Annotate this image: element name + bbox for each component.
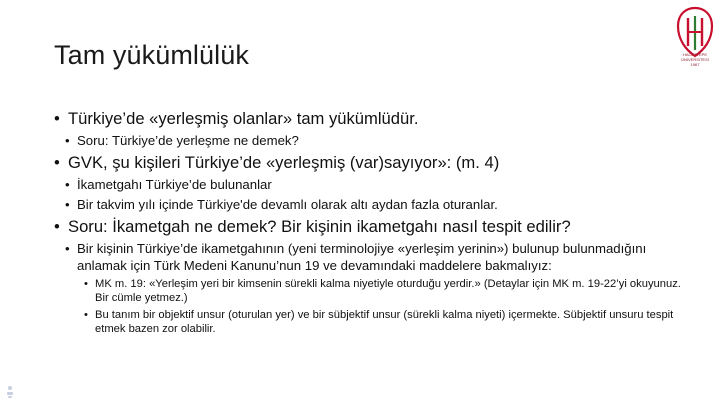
sub-bullet-item: • Bir takvim yılı içinde Türkiye'de devamlı olarak altı aydan fazla oturanlar. bbox=[65, 196, 694, 213]
sub-bullet-list bbox=[65, 240, 694, 274]
logo-caption bbox=[672, 52, 718, 67]
bullet-item: • Türkiye’de «yerleşmiş olanlar» tam yükümlüdür. bbox=[54, 108, 694, 129]
logo-caption-line: HACETTEPE bbox=[682, 52, 707, 57]
slide-title: Tam yükümlülük bbox=[54, 40, 249, 70]
sub-sub-bullet-item: • MK m. 19: «Yerleşim yeri bir kimsenin sürekli kalma niyetiyle oturduğu yerdir.» (Detaylar için MK m. 19-22’yi okuyunuz. Bir cümle yetmez.) bbox=[84, 277, 694, 305]
slide-body bbox=[54, 105, 694, 336]
slide-nav-icon[interactable] bbox=[4, 384, 16, 400]
sub-bullet-item: • Soru: Türkiye’de yerleşme ne demek? bbox=[65, 132, 694, 149]
bullet-item: • Soru: İkametgah ne demek? Bir kişinin ikametgahı nasıl tespit edilir? bbox=[54, 216, 694, 237]
sub-bullet-list bbox=[65, 132, 694, 149]
sub-bullet-item: • İkametgahı Türkiye’de bulunanlar bbox=[65, 176, 694, 193]
logo-caption-line: ÜNİVERSİTESİ bbox=[681, 57, 709, 62]
sub-bullet-list bbox=[65, 176, 694, 213]
bullet-list bbox=[54, 108, 694, 336]
sub-bullet-item: • Bir kişinin Türkiye’de ikametgahının (yeni terminolojiye «yerleşim yerinin») bulunup bulunmadığını anlamak için Türk Medeni Kanunu’nun 19 ve devamındaki maddelere bakmalıyız: bbox=[65, 240, 694, 274]
bullet-item: • GVK, şu kişileri Türkiye’de «yerleşmiş (var)sayıyor»: (m. 4) bbox=[54, 152, 694, 173]
sub-sub-bullet-item: • Bu tanım bir objektif unsur (oturulan yer) ve bir sübjektif unsur (sürekli kalma niyeti) içermekte. Sübjektif unsuru tespit etmek bazen zor olabilir. bbox=[84, 308, 694, 336]
logo-caption-line: 1967 bbox=[690, 62, 700, 67]
sub-sub-bullet-list bbox=[84, 277, 694, 336]
